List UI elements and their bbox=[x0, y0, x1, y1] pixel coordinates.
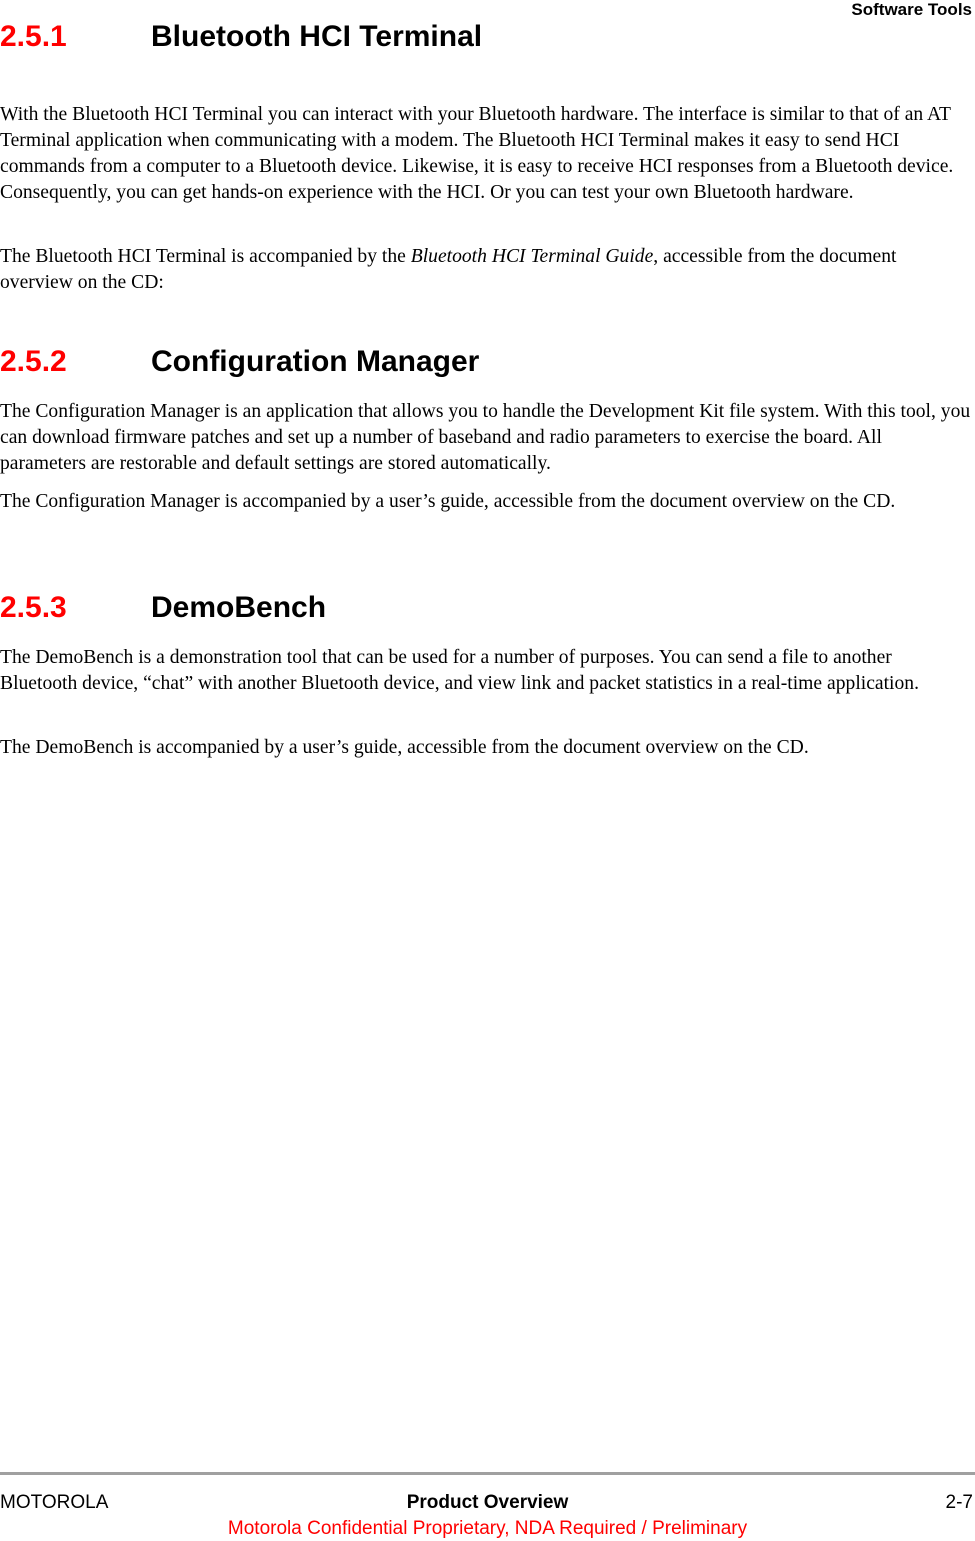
confidentiality-notice: Motorola Confidential Proprietary, NDA Required / Preliminary bbox=[227, 1518, 748, 1539]
section-number: 2.5.1 bbox=[0, 20, 67, 53]
page-number: 2-7 bbox=[945, 1492, 973, 1513]
paragraph: The DemoBench is accompanied by a user’s guide, accessible from the document overview on the CD. bbox=[0, 737, 809, 758]
footer-document-title: Product Overview bbox=[406, 1492, 569, 1513]
section-heading-2-5-1 bbox=[0, 20, 482, 54]
section-number: 2.5.2 bbox=[0, 345, 67, 378]
section-heading-2-5-3 bbox=[0, 591, 326, 625]
guide-title: Bluetooth HCI Terminal Guide bbox=[410, 246, 654, 267]
section-title: Bluetooth HCI Terminal bbox=[151, 20, 483, 53]
paragraph-text: The Bluetooth HCI Terminal is accompanied by the bbox=[0, 246, 411, 267]
paragraph: With the Bluetooth HCI Terminal you can interact with your Bluetooth hardware. The interface is similar to that of an AT Terminal application when communicating with a modem. The Bluetooth HCI Terminal makes it easy to send HCI commands from a computer to a Bluetooth device. Likewise, it is easy to receive HCI responses from a Bluetooth device. Consequently, you can get hands-on experience with the HCI. Or you can test your own Bluetooth hardware. bbox=[0, 104, 954, 203]
paragraph bbox=[0, 244, 972, 296]
footer-company: MOTOROLA bbox=[0, 1492, 109, 1513]
running-header: Software Tools bbox=[851, 0, 972, 19]
paragraph: The Configuration Manager is accompanied by a user’s guide, accessible from the document overview on the CD. bbox=[0, 491, 896, 512]
section-title: DemoBench bbox=[151, 591, 327, 624]
section-title: Configuration Manager bbox=[151, 345, 480, 378]
paragraph: The DemoBench is a demonstration tool that can be used for a number of purposes. You can send a file to another Bluetooth device, “chat” with another Bluetooth device, and view link and packet statistics in a real-time application. bbox=[0, 647, 919, 694]
footer-divider bbox=[0, 1472, 975, 1475]
paragraph: The Configuration Manager is an application that allows you to handle the Development Kit file system. With this tool, you can download firmware patches and set up a number of baseband and radio parameters to exercise the board. All parameters are restorable and default settings are stored automatically. bbox=[0, 401, 971, 474]
paragraph-text: , accessible from the document overview on the CD: bbox=[0, 246, 897, 293]
section-number: 2.5.3 bbox=[0, 591, 67, 624]
section-heading-2-5-2 bbox=[0, 345, 479, 379]
